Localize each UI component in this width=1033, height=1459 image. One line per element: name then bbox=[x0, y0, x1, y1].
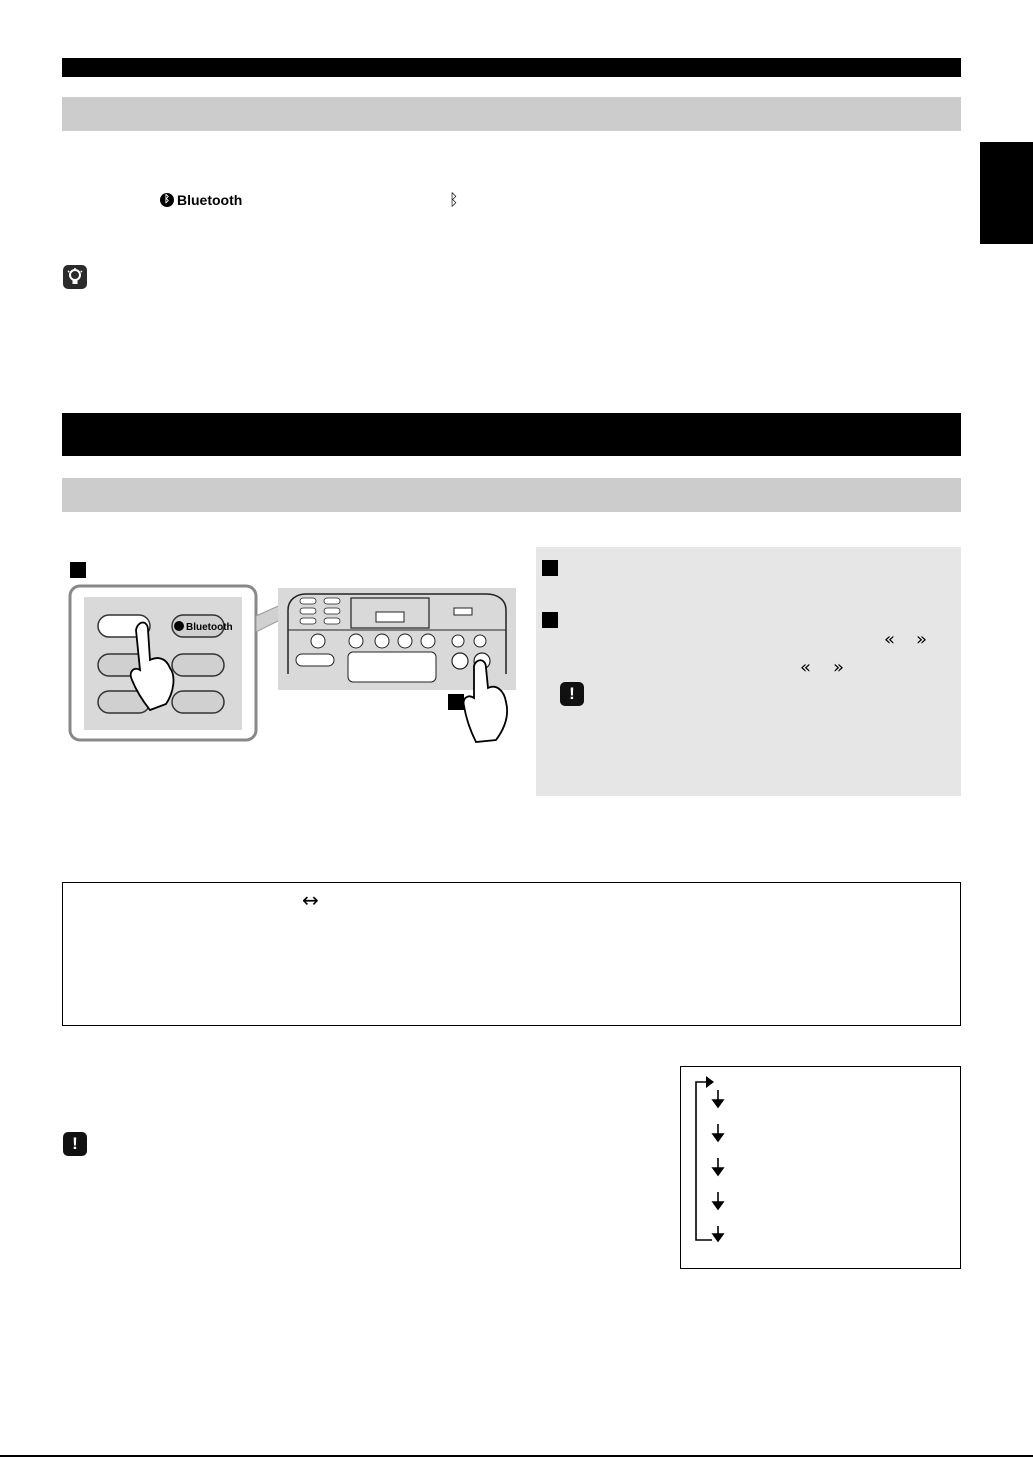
step-marker-2-illustration bbox=[448, 694, 464, 710]
skip-back-icon-1: « bbox=[884, 629, 896, 650]
device-usb-port bbox=[454, 608, 472, 615]
bluetooth-icon: ᛒ bbox=[449, 190, 459, 209]
panel-step-marker-1 bbox=[542, 560, 558, 576]
zoom-bt-label: Bluetooth bbox=[186, 622, 233, 633]
cycle-diagram bbox=[690, 1070, 750, 1250]
zoom-button-4 bbox=[172, 654, 224, 676]
instruction-panel bbox=[536, 547, 961, 796]
device-dock-connector bbox=[376, 612, 404, 622]
lightbulb-icon bbox=[63, 265, 87, 289]
device-snooze-bar bbox=[348, 652, 436, 682]
skip-forward-icon-2: » bbox=[833, 657, 845, 678]
exclamation-icon: ! bbox=[63, 1132, 87, 1156]
device-volume-rocker bbox=[296, 654, 334, 666]
cycle-down-arrows bbox=[713, 1090, 723, 1241]
left-right-arrow-icon: ↔ bbox=[302, 888, 319, 912]
language-tab bbox=[980, 142, 1033, 244]
section-header-bar bbox=[62, 413, 961, 456]
bluetooth-logo-text: Bluetooth bbox=[177, 192, 243, 208]
skip-forward-icon-1: » bbox=[916, 629, 928, 650]
exclamation-icon-panel: ! bbox=[560, 682, 584, 706]
cycle-loop-line bbox=[696, 1082, 712, 1240]
zoom-bt-icon bbox=[174, 621, 184, 631]
lightbulb-glyph bbox=[67, 268, 83, 286]
panel-step-marker-2 bbox=[542, 612, 558, 628]
subheader-bar-2 bbox=[62, 478, 961, 512]
bluetooth-logo bbox=[160, 192, 242, 208]
skip-back-icon-2: « bbox=[800, 657, 812, 678]
info-box bbox=[62, 882, 961, 1026]
header-bar-top bbox=[62, 58, 961, 77]
device-tuning-back bbox=[452, 653, 468, 669]
cycle-loop-arrowhead bbox=[706, 1076, 714, 1088]
step-marker-1 bbox=[70, 562, 86, 578]
device-illustration bbox=[66, 580, 526, 750]
page-bottom-rule bbox=[0, 1455, 1033, 1457]
zoom-button-6 bbox=[172, 691, 224, 713]
subheader-bar-1 bbox=[62, 97, 961, 131]
bluetooth-logo-icon: ᛒ bbox=[160, 193, 174, 207]
